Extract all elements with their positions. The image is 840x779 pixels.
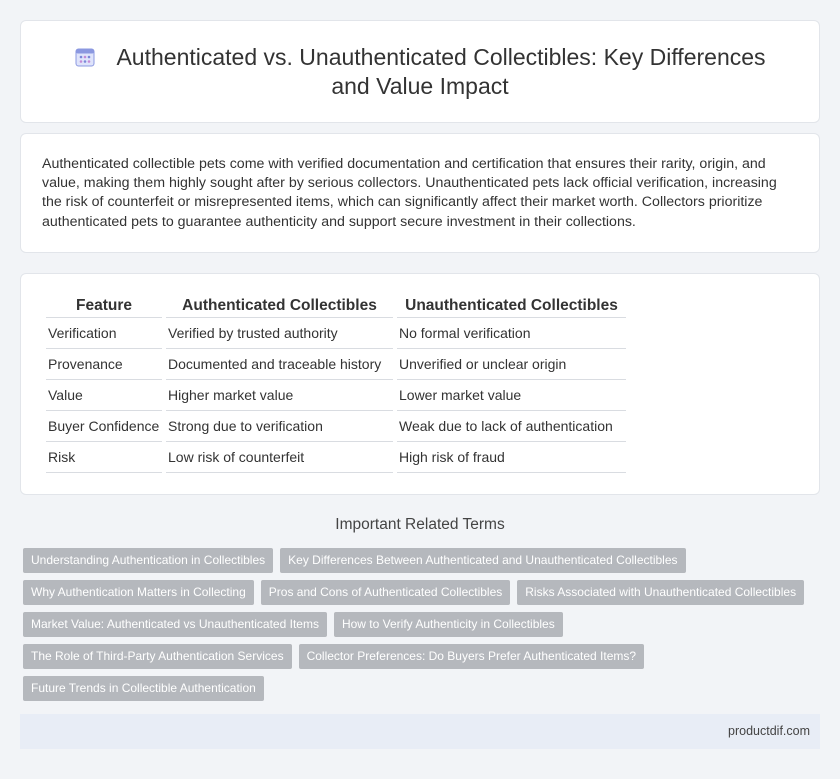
cell-authenticated: Low risk of counterfeit (166, 442, 393, 473)
header-authenticated: Authenticated Collectibles (166, 296, 393, 318)
cell-unauthenticated: Lower market value (397, 380, 626, 411)
cell-feature: Provenance (46, 349, 162, 380)
related-term-link[interactable]: The Role of Third-Party Authentication Services (23, 644, 292, 669)
tag-row (23, 548, 823, 573)
calendar-grid-icon (74, 46, 96, 68)
page-title (21, 43, 819, 101)
cell-unauthenticated: No formal verification (397, 318, 626, 349)
cell-authenticated: Documented and traceable history (166, 349, 393, 380)
table-row (46, 411, 626, 442)
cell-authenticated: Strong due to verification (166, 411, 393, 442)
tag-row (23, 580, 823, 605)
table-row (46, 318, 626, 349)
related-term-link[interactable]: Pros and Cons of Authenticated Collectibles (261, 580, 510, 605)
related-term-link[interactable]: Future Trends in Collectible Authentication (23, 676, 264, 701)
intro-paragraph: Authenticated collectible pets come with verified documentation and certification that ensures their rarity, origin, and value, making them highly sought after by serious collectors. Unauthenticated pets lack official verification, increasing the risk of counterfeit or misrepresented items, which can significantly affect their market worth. Collectors prioritize authenticated pets to guarantee authenticity and support secure investment in their collections. (42, 156, 777, 230)
related-term-link[interactable]: Market Value: Authenticated vs Unauthenticated Items (23, 612, 327, 637)
table-row (46, 442, 626, 473)
comparison-table (42, 296, 630, 473)
header-unauthenticated: Unauthenticated Collectibles (397, 296, 626, 318)
cell-feature: Value (46, 380, 162, 411)
table-header-row (46, 296, 626, 318)
header-feature: Feature (46, 296, 162, 318)
related-term-link[interactable]: Collector Preferences: Do Buyers Prefer Authenticated Items? (299, 644, 645, 669)
cell-unauthenticated: Unverified or unclear origin (397, 349, 626, 380)
intro-card (20, 133, 820, 253)
tag-row (23, 644, 823, 669)
related-term-link[interactable]: Risks Associated with Unauthenticated Collectibles (517, 580, 804, 605)
related-term-link[interactable]: Why Authentication Matters in Collecting (23, 580, 254, 605)
cell-feature: Verification (46, 318, 162, 349)
cell-authenticated: Higher market value (166, 380, 393, 411)
title-line-2: and Value Impact (331, 73, 509, 99)
related-term-link[interactable]: Key Differences Between Authenticated and Unauthenticated Collectibles (280, 548, 685, 573)
related-terms-heading: Important Related Terms (335, 516, 505, 533)
title-line-1: Authenticated vs. Unauthenticated Collectibles: Key Differences (116, 44, 766, 70)
related-term-link[interactable]: Understanding Authentication in Collectibles (23, 548, 273, 573)
header-card (20, 20, 820, 123)
cell-feature: Risk (46, 442, 162, 473)
table-row (46, 380, 626, 411)
cell-unauthenticated: High risk of fraud (397, 442, 626, 473)
tag-row (23, 676, 823, 701)
comparison-card (20, 273, 820, 495)
cell-authenticated: Verified by trusted authority (166, 318, 393, 349)
related-terms-list (23, 548, 823, 708)
footer-site-link[interactable]: productdif.com (728, 724, 810, 738)
footer (20, 714, 820, 749)
related-term-link[interactable]: How to Verify Authenticity in Collectibles (334, 612, 563, 637)
table-row (46, 349, 626, 380)
tag-row (23, 612, 823, 637)
cell-unauthenticated: Weak due to lack of authentication (397, 411, 626, 442)
cell-feature: Buyer Confidence (46, 411, 162, 442)
